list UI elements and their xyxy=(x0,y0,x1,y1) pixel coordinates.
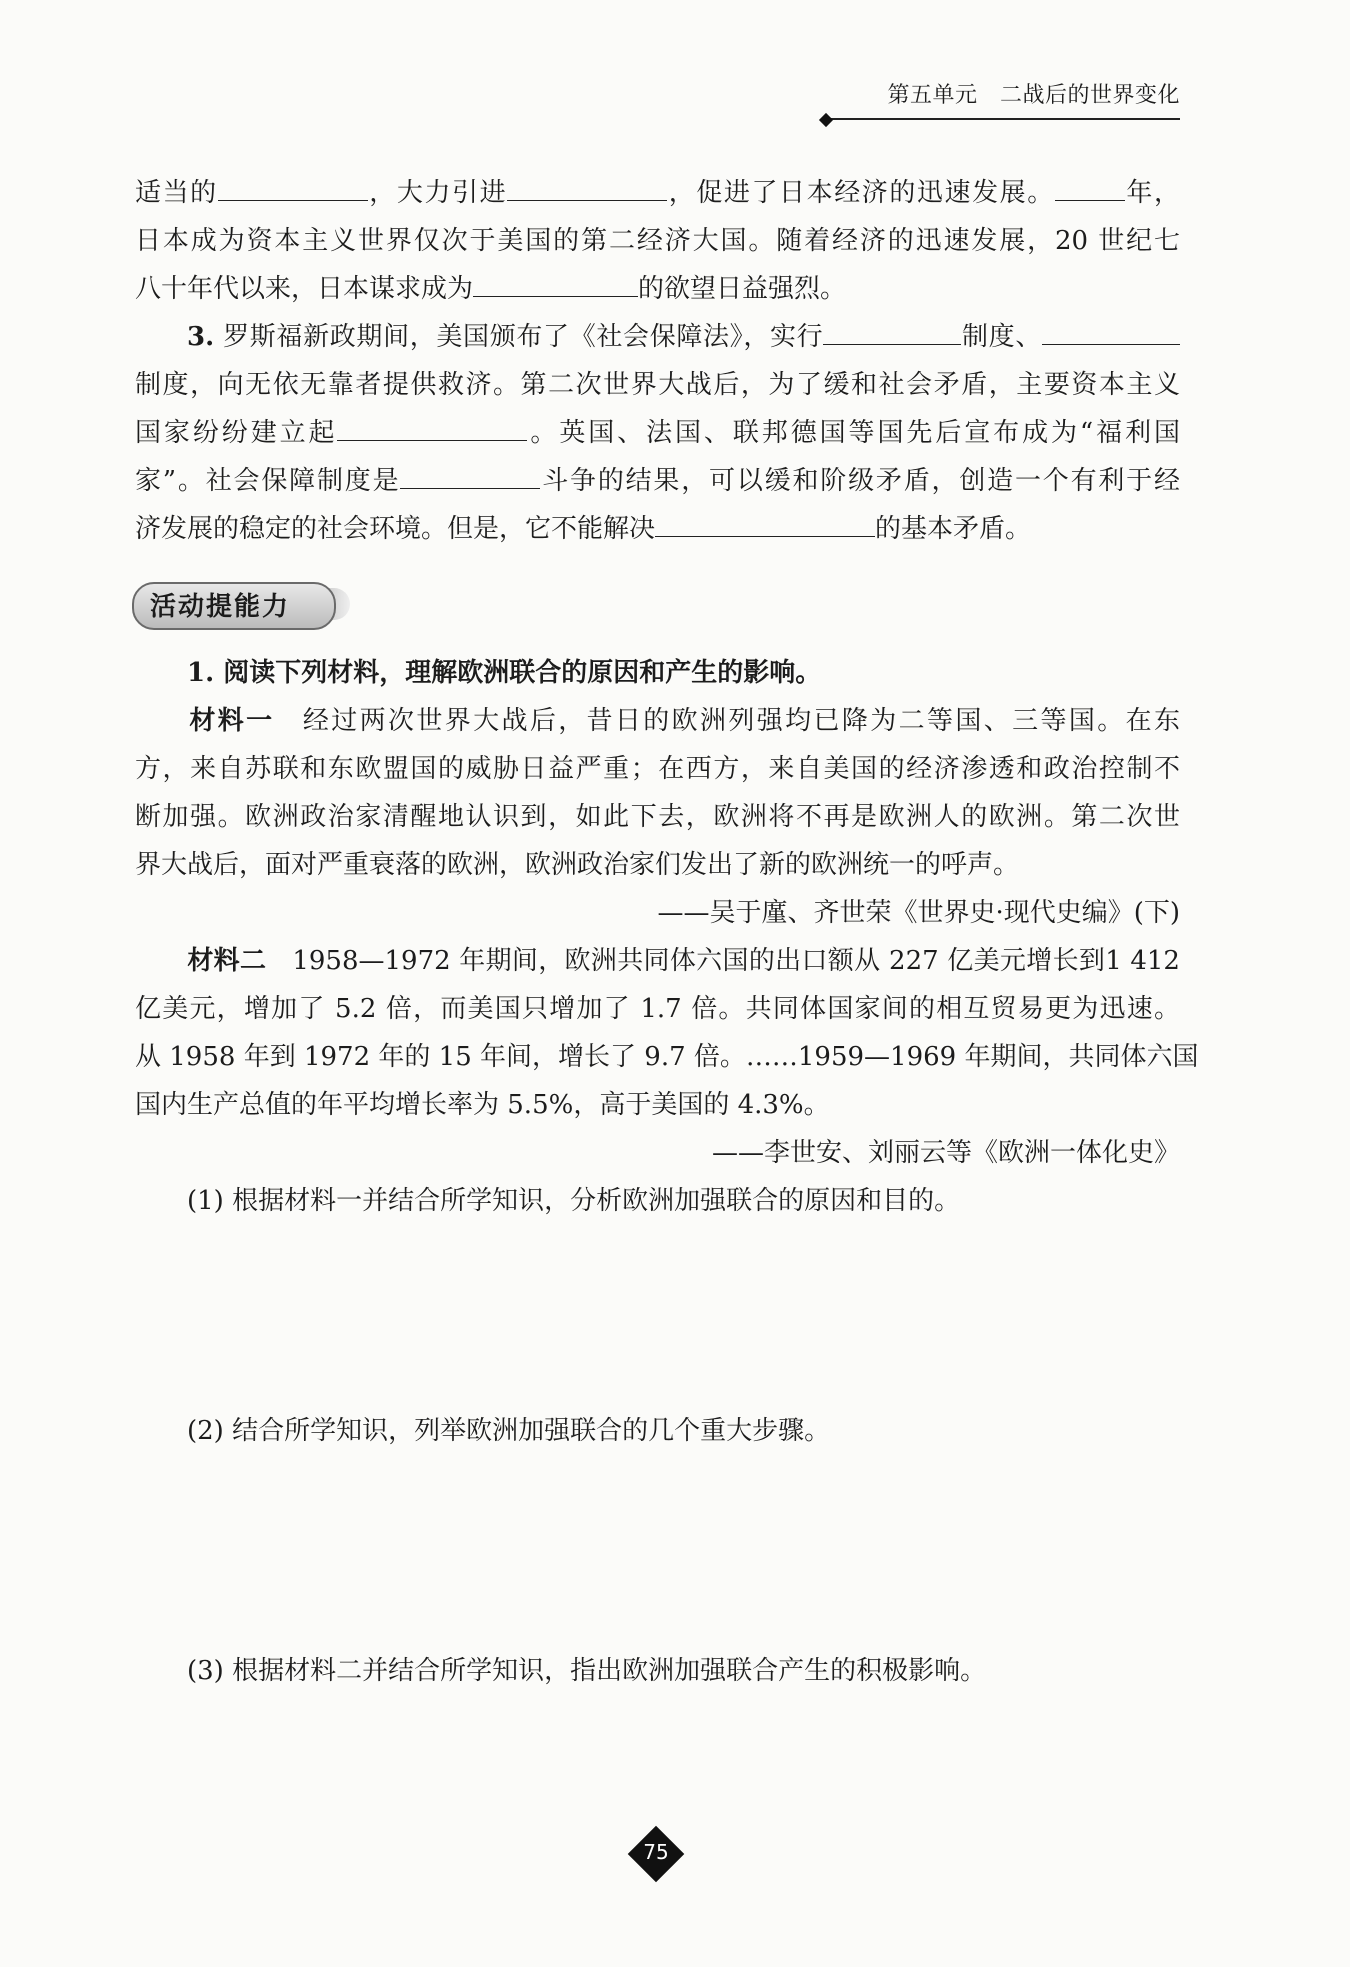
answer-blank[interactable] xyxy=(823,320,961,345)
material-label: 材料一 xyxy=(187,706,275,736)
text: 罗斯福新政期间，美国颁布了《社会保障法》，实行 xyxy=(223,322,824,352)
text: 1958—1972 年期间，欧洲共同体六国的出口额从 227 亿美元增长到1 412 xyxy=(292,946,1180,976)
text: 经过两次世界大战后，昔日的欧洲列强均已降为二等国、三等国。在东 xyxy=(300,706,1180,736)
sub-question-2: (2) 结合所学知识，列举欧洲加强联合的几个重大步骤。 xyxy=(187,1416,831,1446)
answer-blank[interactable] xyxy=(1055,176,1125,201)
material-2-line-3: 从 1958 年到 1972 年的 15 年间，增长了 9.7 倍。……1959—1969 年期间，共同体六国 xyxy=(135,1042,1199,1072)
text: 济发展的稳定的社会环境。但是，它不能解决 xyxy=(135,514,656,544)
material-1-line-4: 界大战后，面对严重衰落的欧洲，欧洲政治家们发出了新的欧洲统一的呼声。 xyxy=(135,850,1020,880)
text: 年， xyxy=(1124,178,1180,208)
text: ，促进了日本经济的迅速发展。 xyxy=(667,178,1055,208)
sub-question-3: (3) 根据材料二并结合所学知识，指出欧洲加强联合产生的积极影响。 xyxy=(187,1656,987,1686)
running-header xyxy=(815,78,1180,124)
q3-line-3 xyxy=(135,416,1180,450)
para2-line-2: 日本成为资本主义世界仅次于美国的第二经济大国。随着经济的迅速发展，20 世纪七 xyxy=(135,226,1180,256)
q3-line-1 xyxy=(135,320,1180,354)
answer-blank[interactable] xyxy=(400,464,540,489)
sub-question-1: (1) 根据材料一并结合所学知识，分析欧洲加强联合的原因和目的。 xyxy=(187,1186,961,1216)
text: 的基本矛盾。 xyxy=(875,514,1032,544)
answer-blank[interactable] xyxy=(473,272,638,297)
para2-line-1 xyxy=(135,176,1180,210)
material-1-source: ——吴于廑、齐世荣《世界史·现代史编》(下) xyxy=(657,898,1180,928)
header-rule xyxy=(829,118,1180,120)
text: 斗争的结果，可以缓和阶级矛盾，创造一个有利于经 xyxy=(540,466,1180,496)
answer-blank[interactable] xyxy=(507,176,667,201)
page-number-text: 75 xyxy=(643,1840,669,1864)
material-2-line-2: 亿美元，增加了 5.2 倍，而美国只增加了 1.7 倍。共同体国家间的相互贸易更为迅速。 xyxy=(135,994,1180,1024)
q3-line-5 xyxy=(135,512,1180,546)
page-number xyxy=(629,1827,683,1881)
question-number: 3. xyxy=(187,322,215,352)
material-2-line-4: 国内生产总值的年平均增长率为 5.5%，高于美国的 4.3%。 xyxy=(135,1090,830,1120)
material-2-source: ——李世安、刘丽云等《欧洲一体化史》 xyxy=(711,1138,1180,1168)
answer-blank[interactable] xyxy=(337,416,527,441)
answer-blank[interactable] xyxy=(655,512,875,537)
material-1-line-1 xyxy=(135,704,1180,738)
text: 八十年代以来，日本谋求成为 xyxy=(135,274,474,304)
text: 家”。社会保障制度是 xyxy=(135,466,401,496)
activity-q1-prompt: 1. 阅读下列材料，理解欧洲联合的原因和产生的影响。 xyxy=(187,658,822,688)
text: 的欲望日益强烈。 xyxy=(638,274,847,304)
text: 适当的 xyxy=(135,178,218,208)
q3-line-4 xyxy=(135,464,1180,498)
header-diamond-icon xyxy=(819,113,833,127)
text: 国家纷纷建立起 xyxy=(135,418,338,448)
q3-line-2: 制度，向无依无靠者提供救济。第二次世界大战后，为了缓和社会矛盾，主要资本主义 xyxy=(135,370,1180,400)
text: 制度、 xyxy=(961,322,1042,352)
material-label: 材料二 xyxy=(187,946,267,976)
material-2-line-1 xyxy=(135,944,1180,978)
section-badge xyxy=(132,582,350,626)
material-1-line-2: 方，来自苏联和东欧盟国的威胁日益严重；在西方，来自美国的经济渗透和政治控制不 xyxy=(135,754,1180,784)
header-title: 第五单元 二战后的世界变化 xyxy=(887,83,1180,108)
text: 。英国、法国、联邦德国等国先后宣布成为“福利国 xyxy=(527,418,1180,448)
answer-blank[interactable] xyxy=(218,176,368,201)
answer-blank[interactable] xyxy=(1042,320,1180,345)
text: ，大力引进 xyxy=(367,178,508,208)
material-1-line-3: 断加强。欧洲政治家清醒地认识到，如此下去，欧洲将不再是欧洲人的欧洲。第二次世 xyxy=(135,802,1180,832)
para2-line-3 xyxy=(135,272,1180,306)
section-title: 活动提能力 xyxy=(150,592,291,622)
